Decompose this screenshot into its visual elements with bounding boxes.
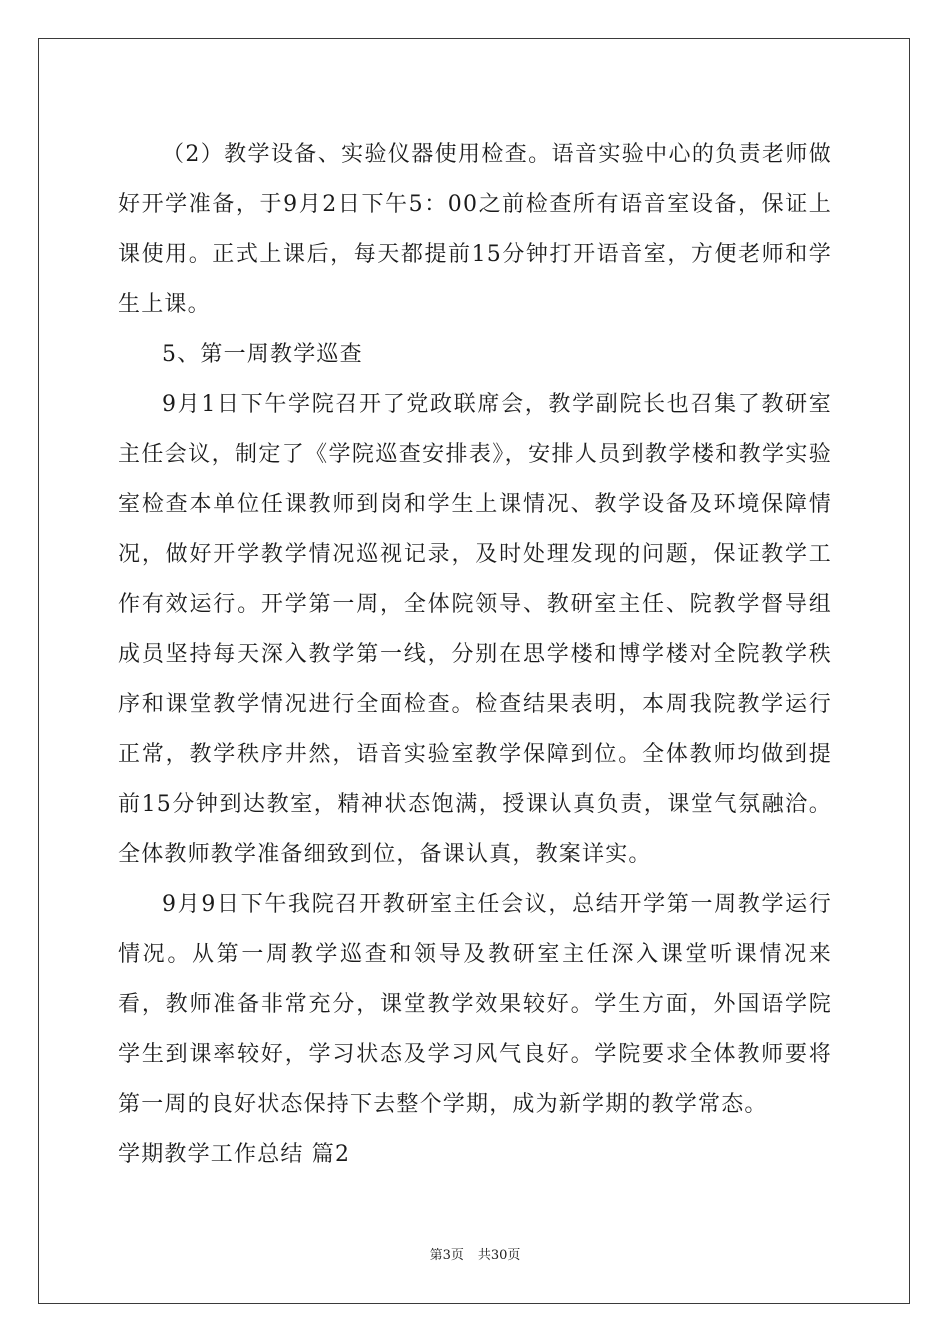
- page-footer: [0, 1244, 950, 1263]
- page-number-total: 共30页: [477, 1248, 521, 1263]
- paragraph-equipment-check: （2）教学设备、实验仪器使用检查。语音实验中心的负责老师做好开学准备，于9月2日下午5：00之前检查所有语音室设备，保证上课使用。正式上课后，每天都提前15分钟打开语音室，方便老师和学生上课。: [118, 142, 832, 317]
- page-number-current: 第3页: [429, 1248, 464, 1263]
- paragraph-meeting-summary: 9月9日下午我院召开教研室主任会议，总结开学第一周教学运行情况。从第一周教学巡查和领导及教研室主任深入课堂听课情况来看，教师准备非常充分，课堂教学效果较好。学生方面，外国语学院学生到课率较好，学习状态及学习风气良好。学院要求全体教师要将第一周的良好状态保持下去整个学期，成为新学期的教学常态。: [118, 892, 832, 1117]
- paragraph-inspection-details: 9月1日下午学院召开了党政联席会，教学副院长也召集了教研室主任会议，制定了《学院巡查安排表》，安排人员到教学楼和教学实验室检查本单位任课教师到岗和学生上课情况、教学设备及环境保障情况，做好开学教学情况巡视记录，及时处理发现的问题，保证教学工作有效运行。开学第一周，全体院领导、教研室主任、院教学督导组成员坚持每天深入教学第一线，分别在思学楼和博学楼对全院教学秩序和课堂教学情况进行全面检查。检查结果表明，本周我院教学运行正常，教学秩序井然，语音实验室教学保障到位。全体教师均做到提前15分钟到达教室，精神状态饱满，授课认真负责，课堂气氛融洽。全体教师教学准备细致到位，备课认真，教案详实。: [118, 392, 832, 867]
- section-title-part-2: 学期教学工作总结 篇2: [118, 1142, 351, 1167]
- document-body: [118, 130, 832, 1180]
- section-heading-week-one-inspection: 5、第一周教学巡查: [162, 342, 363, 367]
